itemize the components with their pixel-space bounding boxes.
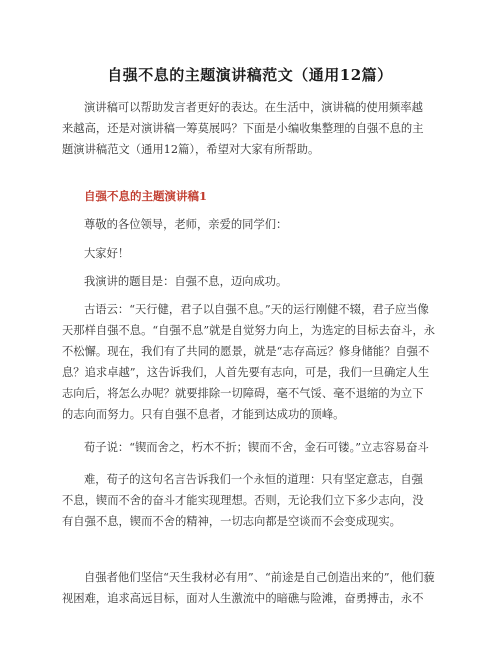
body-line: 荀子说：“锲而舍之，朽木不折；锲而不舍，金石可镂。”立志容易奋斗 — [84, 441, 429, 454]
body-line: 的志向而努力。只有自强不息者，才能到达成功的顶峰。 — [62, 408, 345, 421]
body-line: 有自强不息，锲而不舍的精神，一切志向都是空谈而不会变成现实。 — [62, 515, 401, 528]
intro-line: 演讲稿可以帮助发言者更好的表达。在生活中，演讲稿的使用频率越 — [84, 101, 423, 114]
body-line: 古语云：“天行健，君子以自强不息。”天的运行刚健不辍，君子应当像 — [84, 303, 429, 316]
section-heading: 自强不息的主题演讲稿1 — [84, 189, 208, 203]
body-line: 志向后，将怎么办呢？就要排除一切障碍，毫不气馁、毫不退缩的为立下 — [62, 387, 424, 400]
body-line: 息？追求卓越”，这告诉我们，人首先要有志向，可是，我们一旦确定人生 — [62, 366, 430, 379]
body-paragraph-3 — [62, 469, 442, 532]
body-line: 视困难，追求高远目标，面对人生激流中的暗礁与险滩，奋勇搏击，永不 — [62, 592, 424, 605]
salutation-paragraph — [62, 214, 442, 235]
body-paragraph-2 — [62, 437, 442, 458]
body-line: 不息，锲而不舍的奋斗才能实现理想。否则，无论我们立下多少志向，没 — [62, 494, 424, 507]
body-line: 自强者他们坚信“天生我材必有用”、“前途是自己创造出来的”，他们藐 — [84, 571, 435, 584]
body-paragraph-4 — [62, 567, 442, 609]
salutation-line: 尊敬的各位领导，老师，亲爱的同学们： — [84, 218, 288, 231]
body-line: 难，荀子的这句名言告诉我们一个永恒的道理：只有坚定意志，自强 — [84, 473, 423, 486]
greeting-paragraph — [62, 243, 442, 264]
intro-line: 来越高，还是对演讲稿一筹莫展吗？下面是小编收集整理的自强不息的主 — [62, 122, 424, 135]
greeting-line: 大家好！ — [84, 247, 130, 260]
intro-line: 题演讲稿范文（通用12篇），希望对大家有所帮助。 — [62, 143, 320, 156]
body-line: 不松懈。现在，我们有了共同的愿景，就是“志存高远？修身储能？自强不 — [62, 345, 430, 358]
intro-paragraph — [62, 97, 442, 160]
document-title: 自强不息的主题演讲稿范文（通用12篇） — [107, 66, 393, 84]
body-paragraph-1 — [62, 299, 442, 425]
topic-line: 我演讲的题目是：自强不息，迈向成功。 — [84, 275, 288, 288]
body-line: 天那样自强不息。“自强不息”就是自觉努力向上，为选定的目标去奋斗，永 — [62, 324, 436, 337]
topic-paragraph — [62, 271, 442, 292]
